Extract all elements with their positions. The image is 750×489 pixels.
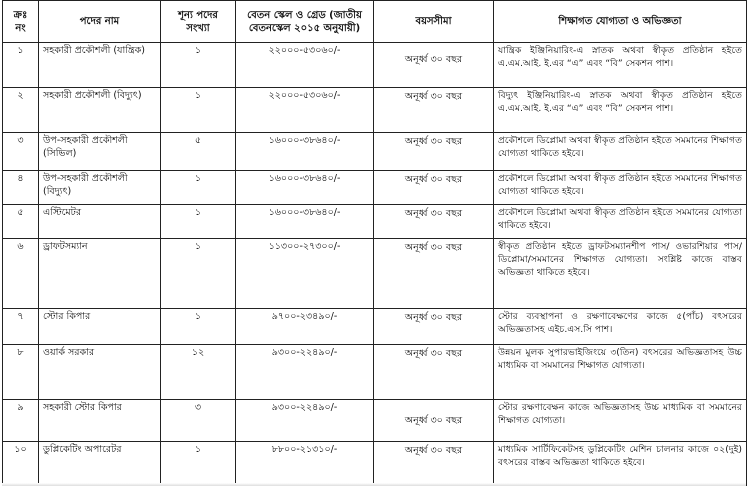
cell-pay-scale: ৮৮০০-২১৩১০/-: [236, 442, 374, 486]
table-row: [3, 239, 747, 309]
cell-vacancy-count: ১: [161, 309, 236, 345]
cell-post-name: সহকারী স্টোর কিপার: [39, 400, 161, 442]
cell-serial: ২: [3, 88, 39, 133]
cell-pay-scale: ১৬০০০-৩৮৬৪০/-: [236, 171, 374, 205]
cell-post-name: ওয়ার্ক সরকার: [39, 345, 161, 400]
cell-serial: ৪: [3, 171, 39, 205]
cell-pay-scale: ২২০০০-৫৩০৬০/-: [236, 88, 374, 133]
cell-vacancy-count: ৩: [161, 400, 236, 442]
cell-pay-scale: ৯৩০০-২২৪৯০/-: [236, 345, 374, 400]
cell-vacancy-count: ১: [161, 205, 236, 239]
cell-pay-scale: ৯৩০০-২২৪৯০/-: [236, 400, 374, 442]
header-vacancy-count: শূন্য পদের সংখ্যা: [161, 1, 236, 43]
cell-qualification: স্টোর রক্ষণাবেক্ষন কাজে অভিজ্ঞতাসহ উচ্চ মাধ্যমিক বা সমমানের শিক্ষাগত যোগ্যতা।: [494, 400, 747, 442]
table-row: [3, 400, 747, 442]
cell-qualification: বিদ্যুৎ ইঞ্জিনিয়ারিং-এ স্নাতক অথবা স্বীকৃত প্রতিষ্ঠান হইতে এ.এম.আই. ই.এর “এ” এবং “বি” সেকশন পাশ।: [494, 88, 747, 133]
cell-qualification: প্রকৌশলে ডিপ্লোমা অথবা স্বীকৃত প্রতিষ্ঠান হইতে সমমানের যোগ্যতা থাকিতে হইবে।: [494, 205, 747, 239]
job-circular-table-container: [2, 0, 746, 486]
cell-vacancy-count: ১: [161, 239, 236, 309]
table-row: [3, 133, 747, 171]
cell-serial: ৬: [3, 239, 39, 309]
cell-age-limit: অনূর্ধ্ব ৩০ বছর: [374, 442, 494, 486]
cell-qualification: উন্নয়ন মুলক সুপারভাইজিংয়ে ৩(তিন) বৎসরের অভিজ্ঞতাসহ উচ্চ মাধ্যমিক বা সমমানের শিক্ষাগত যোগ্যতা।: [494, 345, 747, 400]
cell-qualification: স্বীকৃত প্রতিষ্ঠান হইতে ড্রাফটসম্যানশীপ পাস/ ওভারশিয়ার পাস/ডিপ্লোমা/সমমানের শিক্ষাগত যোগ্যতা। সংশ্লিষ্ট কাজে বাস্তব অভিজ্ঞতা থাকিতে হইবে।: [494, 239, 747, 309]
cell-serial: ৩: [3, 133, 39, 171]
cell-qualification: স্টোর ব্যবস্থাপনা ও রক্ষণাবেক্ষণের কাজে ৫(পাঁচ) বৎসরের অভিজ্ঞতাসহ এইচ.এস.সি পাশ।: [494, 309, 747, 345]
cell-pay-scale: ১৬০০০-৩৮৬৪০/-: [236, 205, 374, 239]
cell-vacancy-count: ১: [161, 43, 236, 88]
cell-qualification: মাধ্যমিক সার্টিফিকেটসহ ডুপ্লিকেটিং মেশিন চালনার কাজে ০২(দুই) বৎসরের বাস্তব অভিজ্ঞতা থাকিতে হইবে।: [494, 442, 747, 486]
cell-age-limit: অনূর্ধ্ব ৩০ বছর: [374, 88, 494, 133]
cell-age-limit: অনূর্ধ্ব ৩০ বছর: [374, 239, 494, 309]
header-qualification: শিক্ষাগত যোগ্যতা ও অভিজ্ঞতা: [494, 1, 747, 43]
cell-post-name: সহকারী প্রকৌশলী (যান্ত্রিক): [39, 43, 161, 88]
cell-age-limit: অনূর্ধ্ব ৩০ বছর: [374, 400, 494, 442]
cell-serial: ১০: [3, 442, 39, 486]
cell-post-name: উপ-সহকারী প্রকৌশলী (বিদ্যুৎ): [39, 171, 161, 205]
cell-post-name: ড্রাফটসম্যান: [39, 239, 161, 309]
page-bottom-edge: [2, 483, 746, 486]
cell-serial: ৮: [3, 345, 39, 400]
cell-vacancy-count: ১: [161, 442, 236, 486]
job-vacancy-table: [2, 0, 747, 486]
cell-pay-scale: ১১৩০০-২৭৩০০/-: [236, 239, 374, 309]
cell-qualification: প্রকৌশলে ডিপ্লোমা অথবা স্বীকৃত প্রতিষ্ঠান হইতে সমমানের শিক্ষাগত যোগ্যতা থাকিতে হইবে।: [494, 133, 747, 171]
cell-age-limit: অনূর্ধ্ব ৩০ বছর: [374, 205, 494, 239]
cell-qualification: যান্ত্রিক ইঞ্জিনিয়ারিং-এ স্নাতক অথবা স্বীকৃত প্রতিষ্ঠান হইতে এ.এম.আই. ই.এর “এ” এবং “বি” সেকশন পাশ।: [494, 43, 747, 88]
cell-post-name: ডুপ্লিকেটিং অপারেটর: [39, 442, 161, 486]
cell-age-limit: অনূর্ধ্ব ৩০ বছর: [374, 43, 494, 88]
table-row: [3, 309, 747, 345]
cell-serial: ৫: [3, 205, 39, 239]
cell-age-limit: অনূর্ধ্ব ৩০ বছর: [374, 309, 494, 345]
cell-pay-scale: ৯৭০০-২৩৪৯০/-: [236, 309, 374, 345]
cell-age-limit: অনূর্ধ্ব ৩০ বছর: [374, 133, 494, 171]
table-row: [3, 442, 747, 486]
cell-vacancy-count: ১২: [161, 345, 236, 400]
cell-post-name: স্টোর কিপার: [39, 309, 161, 345]
table-row: [3, 43, 747, 88]
table-row: [3, 171, 747, 205]
cell-pay-scale: ২২০০০-৫৩০৬০/-: [236, 43, 374, 88]
cell-serial: ৭: [3, 309, 39, 345]
cell-qualification: প্রকৌশলে ডিপ্লোমা অথবা স্বীকৃত প্রতিষ্ঠান হইতে সমমানের শিক্ষাগত যোগ্যতা থাকিতে হইবে।: [494, 171, 747, 205]
table-row: [3, 345, 747, 400]
table-header-row: [3, 1, 747, 43]
table-row: [3, 205, 747, 239]
cell-serial: ১: [3, 43, 39, 88]
cell-post-name: এস্টিমেটর: [39, 205, 161, 239]
header-pay-scale: বেতন স্কেল ও গ্রেড (জাতীয় বেতনস্কেল ২০১৫ অনুযায়ী): [236, 1, 374, 43]
cell-vacancy-count: ৫: [161, 133, 236, 171]
cell-post-name: উপ-সহকারী প্রকৌশলী (সিভিল): [39, 133, 161, 171]
header-age-limit: বয়সসীমা: [374, 1, 494, 43]
cell-vacancy-count: ১: [161, 171, 236, 205]
cell-post-name: সহকারী প্রকৌশলী (বিদ্যুৎ): [39, 88, 161, 133]
cell-age-limit: অনূর্ধ্ব ৩০ বছর: [374, 171, 494, 205]
table-row: [3, 88, 747, 133]
table-body: [3, 43, 747, 486]
cell-vacancy-count: ১: [161, 88, 236, 133]
header-serial: ক্রঃ নং: [3, 1, 39, 43]
header-post-name: পদের নাম: [39, 1, 161, 43]
cell-pay-scale: ১৬০০০-৩৮৬৪০/-: [236, 133, 374, 171]
cell-age-limit: অনূর্ধ্ব ৩০ বছর: [374, 345, 494, 400]
cell-serial: ৯: [3, 400, 39, 442]
